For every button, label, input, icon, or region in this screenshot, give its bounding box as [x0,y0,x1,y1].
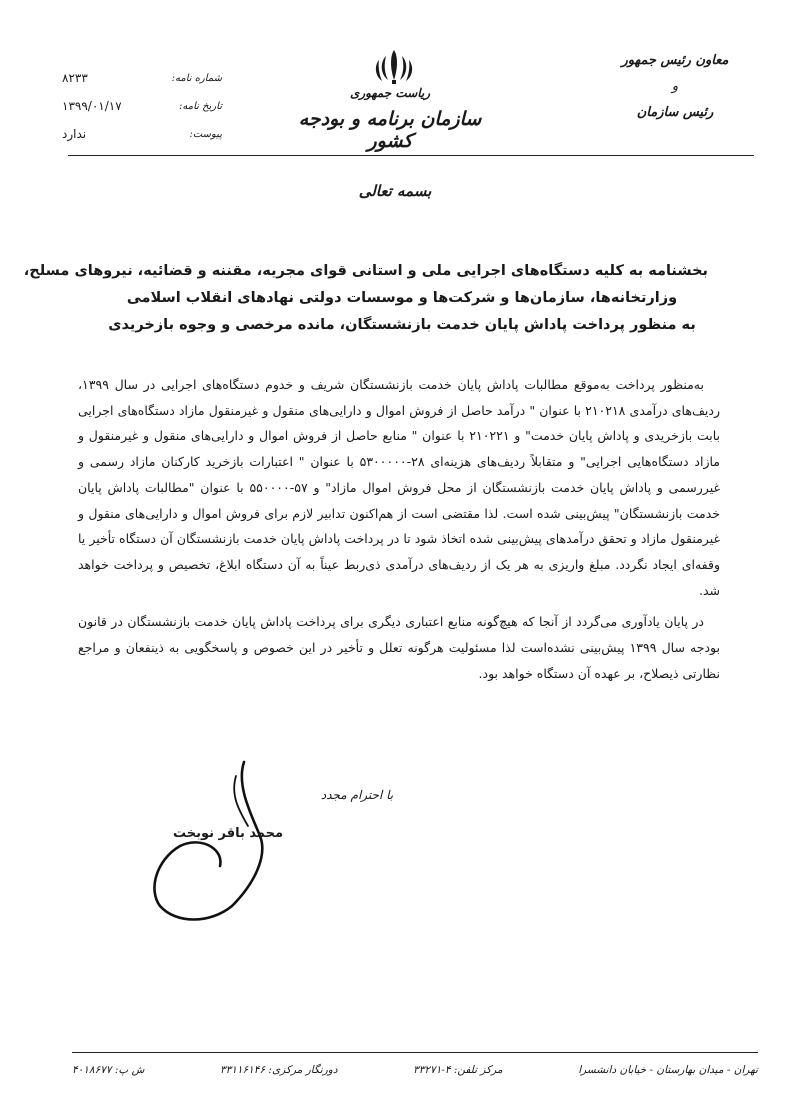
subject-line-2: وزارتخانه‌ها، سازمان‌ها و شرکت‌ها و موسسات دولتی نهادهای انقلاب اسلامی [126,290,678,306]
title-line-3: رئیس سازمان [636,105,714,120]
org-subtitle: ریاست جمهوری [349,86,431,100]
title-line-2: و [671,79,679,94]
subject-line-3: به منظور پرداخت پاداش پایان خدمت بازنشستگان، مانده مرخصی و وجوه بازخریدی [108,317,696,333]
signer-name: محمد باقر نوبخت [172,826,284,841]
bismillah: بسمه تعالی [358,182,432,200]
body-paragraph-2: در پایان یادآوری می‌گردد از آنجا که هیچ‌گونه منابع اعتباری دیگری برای پرداخت پاداش پایان خدمت بازنشستگان در قانون بودجه سال ۱۳۹۹ پیش‌بینی نشده‌است لذا مسئولیت هرگونه تعلل و تأخیر در این خصوص و پاسخگویی به ذینفعان و مراجع نظارتی ذیصلاح، بر عهده آن دستگاه خواهد بود. [78,614,720,681]
footer-divider [72,1052,758,1053]
letter-footer [72,1064,758,1076]
meta-label: شماره نامه: [171,72,222,84]
meta-row-number [62,64,222,92]
meta-row-attachment [62,120,222,148]
footer-address: تهران - میدان بهارستان - خیابان دانشسرا [578,1064,758,1076]
letter-body [78,372,720,686]
iran-emblem-icon [368,46,420,86]
letter-number: ۸۲۳۳ [62,71,88,85]
attachment-value: ندارد [62,127,87,141]
footer-phone: مرکز تلفن: ۴-۳۳۲۷۱ [413,1064,503,1076]
org-name: سازمان برنامه و بودجه کشور [298,108,482,152]
letter-date: ۱۳۹۹/۰۱/۱۷ [62,99,122,113]
letter-subject [23,258,708,339]
signatory-title [615,48,735,126]
closing-phrase: با احترام مجدد [320,788,394,802]
footer-postal-code: ش پ: ۴۰۱۸۶۷۷ [72,1064,145,1076]
header-divider [68,155,754,156]
subject-line-1: بخشنامه به کلیه دستگاه‌های اجرایی ملی و استانی قوای مجریه، مقننه و قضائیه، نیروهای مسلح، [23,263,708,279]
body-paragraph-1: به‌منظور پرداخت به‌موقع مطالبات پاداش پایان خدمت بازنشستگان شریف و خدوم دستگاه‌های اجرایی در سال ۱۳۹۹، ردیف‌های درآمدی ۲۱۰۲۱۸ با عنوان " درآمد حاصل از فروش اموال و دارایی‌های منقول و غیرمنقول مازاد دستگاه‌های اجرایی بابت بازخریدی و پاداش پایان خدمت" و ۲۱۰۲۲۱ با عنوان " منابع حاصل از فروش اموال و دارایی‌های منقول و غیرمنقول و مازاد دستگاه‌هایی اجرایی" و متقابلاً ردیف‌های هزینه‌ای ۲۸-۵۳۰۰۰۰۰ با عنوان " اعتبارات بازخرید کارکنان مازاد رسمی و غیررسمی و پاداش پایان خدمت بازنشستگان از محل فروش اموال مازاد" و ۵۷-۵۵۰۰۰۰ با عنوان "مطالبات پاداش پایان خدمت بازنشستگان" پیش‌بینی شده است. لذا مقتضی است از هم‌اکنون تدابیر لازم برای فروش اموال و دارایی‌های منقول و غیرمنقول مازاد و تحقق درآمدهای پیش‌بینی شده اتخاذ شود تا در پرداخت پاداش پایان خدمت بازنشستگان آن دستگاه تأخیر یا وقفه‌ای ایجاد نگردد. مبلغ واریزی به هر یک از ردیف‌های درآمدی ذی‌ربط عیناً به آن دستگاه ابلاغ، تخصیص و پرداخت خواهد شد. [78,377,721,598]
letter-meta [62,64,222,148]
meta-label: پیوست: [189,128,222,140]
handwritten-signature-icon [140,756,280,926]
title-line-1: معاون رئیس جمهور [621,53,729,68]
footer-fax: دورنگار مرکزی: ۳۳۱۱۶۱۴۶ [219,1064,338,1076]
meta-label: تاریخ نامه: [179,100,222,112]
meta-row-date [62,92,222,120]
